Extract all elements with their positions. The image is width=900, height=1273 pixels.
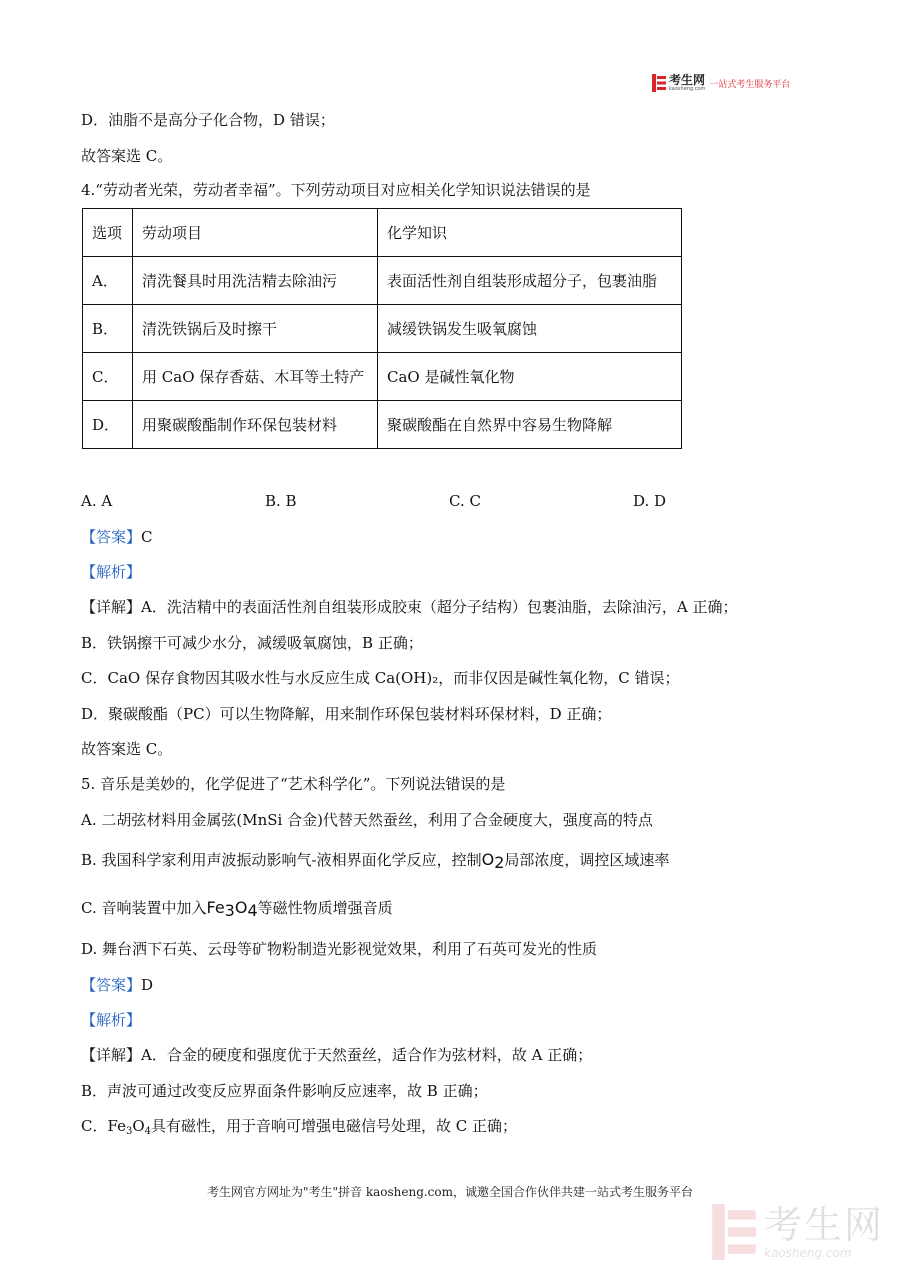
prev-line-d: D．油脂不是高分子化合物，D 错误； [81,111,335,129]
q5-option-a: A. 二胡弦材料用金属弦(MnSi 合金)代替天然蚕丝，利用了合金硬度大，强度高的特点 [81,811,653,829]
q5-detail-c [81,1116,517,1136]
q4-detail-b: B．铁锅擦干可减少水分，减缓吸氧腐蚀，B 正确； [81,634,423,652]
table-cell: 减缓铁锅发生吸氧腐蚀 [378,305,682,353]
q5-detail-b: B．声波可通过改变反应界面条件影响反应速率，故 B 正确； [81,1082,488,1100]
q4-conclusion: 故答案选 C。 [81,740,173,758]
answer-tag: 【答案】 [81,528,142,546]
kaosheng-watermark-icon [712,1204,756,1260]
q4-stem: 4.“劳动者光荣，劳动者幸福”。下列劳动项目对应相关化学知识说法错误的是 [81,181,591,199]
table-cell: D． [83,401,133,449]
q4-option-d: D. D [633,492,667,510]
table-cell: 用 CaO 保存香菇、木耳等土特产 [133,353,378,401]
option-text: 等磁性物质增强音质 [257,899,393,917]
table-cell: B． [83,305,133,353]
table-cell: 清洗铁锅后及时擦干 [133,305,378,353]
answer-value: C [141,528,153,546]
detail-tag: 【详解】 [81,598,142,616]
header-brand: 考生网 [669,73,706,87]
detail-text: O [132,1117,145,1135]
q4-detail-a [81,597,737,617]
q4-analysis-tag: 【解析】 [81,563,142,581]
prev-conclusion: 故答案选 C。 [81,147,173,165]
q4-option-b: B. B [265,492,297,510]
table-header-cell: 选项 [83,209,133,257]
detail-text: A．洗洁精中的表面活性剂自组装形成胶束（超分子结构）包裹油脂，去除油污，A 正确； [141,598,738,616]
q4-table [82,208,682,449]
header-logo[interactable] [652,72,790,94]
table-cell: 用聚碳酸酯制作环保包装材料 [133,401,378,449]
table-header-row [83,209,682,257]
kaosheng-logo-icon [652,74,666,92]
table-row [83,257,682,305]
table-cell: 清洗餐具时用洗洁精去除油污 [133,257,378,305]
q4-detail-d: D．聚碳酸酯（PC）可以生物降解，用来制作环保包装材料环保材料，D 正确； [81,705,612,723]
option-text: 局部浓度，调控区域速率 [504,851,670,869]
q4-detail-c: C．CaO 保存食物因其吸水性与水反应生成 Ca(OH)₂，而非仅因是碱性氧化物，C 错误； [81,669,680,687]
watermark-brand: 考生网 [764,1202,885,1247]
q4-option-a: A. A [81,492,113,510]
q5-option-c [81,898,393,918]
detail-tag: 【详解】 [81,1046,142,1064]
chem-sub: 4 [144,1126,152,1137]
table-cell: A． [83,257,133,305]
detail-text: A．合金的硬度和强度优于天然蚕丝，适合作为弦材料，故 A 正确； [141,1046,593,1064]
chem-o: O [234,898,248,917]
q5-answer [81,975,153,995]
q5-detail-a [81,1045,592,1065]
answer-tag: 【答案】 [81,976,142,994]
detail-text: 具有磁性，用于音响可增强电磁信号处理，故 C 正确； [151,1117,518,1135]
table-header-cell: 化学知识 [378,209,682,257]
q5-stem: 5. 音乐是美妙的，化学促进了“艺术科学化”。下列说法错误的是 [81,775,506,793]
q4-option-c: C. C [449,492,481,510]
watermark-url: kaosheng.com [764,1245,852,1260]
footer-text: 考生网官方网址为"考生"拼音 kaosheng.com，诚邀全国合作伙伴共建一站式考生服务平台 [206,1185,694,1199]
header-url: kaosheng.com [669,86,706,92]
chem-o: O [481,850,495,869]
table-cell: C． [83,353,133,401]
chem-fe: Fe [206,898,225,917]
option-text: C. 音响装置中加入 [81,899,207,917]
header-slogan: 一站式考生服务平台 [709,79,791,90]
table-cell: 表面活性剂自组装形成超分子，包裹油脂 [378,257,682,305]
table-cell: CaO 是碱性氧化物 [378,353,682,401]
table-header-cell: 劳动项目 [133,209,378,257]
chem-sub: 3 [224,901,235,920]
q4-answer [81,527,153,547]
chem-sub: 3 [125,1126,133,1137]
table-row [83,305,682,353]
q5-analysis-tag: 【解析】 [81,1011,142,1029]
watermark-logo [712,1204,884,1260]
chem-sub: 2 [494,853,505,872]
q5-option-d: D. 舞台洒下石英、云母等矿物粉制造光影视觉效果，利用了石英可发光的性质 [81,940,598,958]
chem-sub: 4 [247,901,258,920]
table-row [83,353,682,401]
q5-option-b [81,850,669,870]
answer-value: D [141,976,154,994]
table-cell: 聚碳酸酯在自然界中容易生物降解 [378,401,682,449]
table-row [83,401,682,449]
option-text: B. 我国科学家利用声波振动影响气-液相界面化学反应，控制 [81,851,482,869]
detail-text: C．Fe [81,1117,126,1135]
